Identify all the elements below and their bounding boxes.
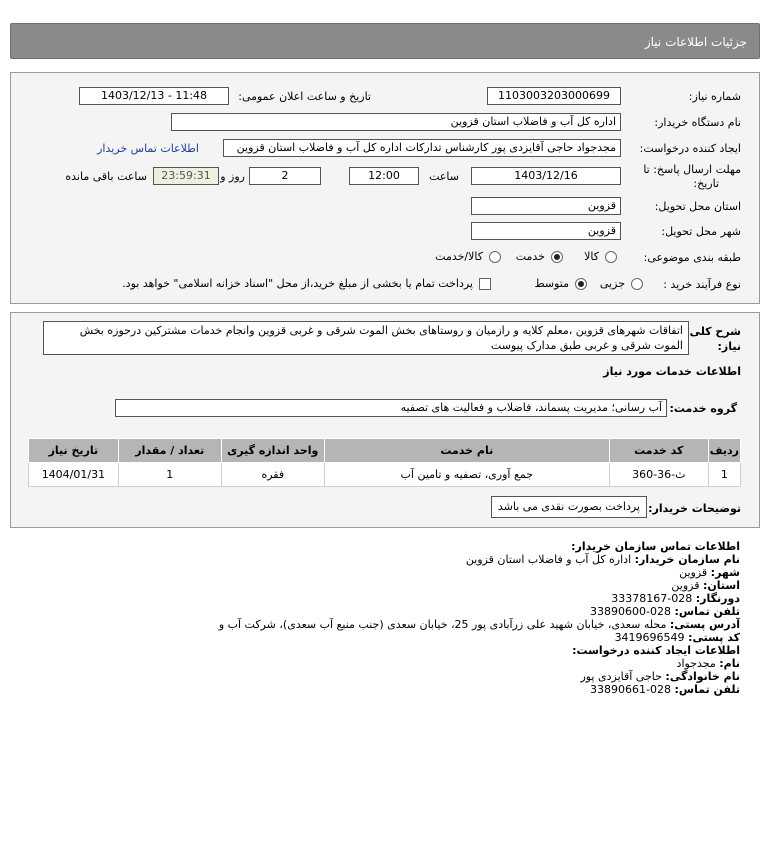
page-header [10,23,760,59]
col-name-header: نام خدمت [324,439,609,463]
services-table [28,438,741,487]
contact-phone-row [219,605,740,618]
remaining-time-field: 23:59:31 [153,167,219,185]
need-number-label: شماره نیاز: [688,90,741,103]
need-number-field: 1103003203000699 [487,87,621,105]
services-section-title: اطلاعات خدمات مورد نیاز [603,365,741,378]
contact-address-label: آدرس پستی: [669,618,740,631]
city-field: قزوین [471,222,621,240]
col-qty-header: تعداد / مقدار [118,439,221,463]
contact-postal-row [219,631,740,644]
creator-label: ایجاد کننده درخواست: [639,142,741,155]
table-header-row [29,439,741,463]
contact-city-value: قزوین [679,566,708,579]
contact-fax-value: 028-33378167 [611,592,693,605]
description-label-2: نیاز: [717,340,741,353]
creator-title: اطلاعات ایجاد کننده درخواست: [572,644,740,657]
process-label: نوع فرآیند خرید : [663,278,741,291]
treasury-note: پرداخت تمام یا بخشی از مبلغ خرید،از محل "اسناد خزانه اسلامی" خواهد بود. [122,277,473,290]
remaining-time-label: ساعت باقی مانده [65,170,147,183]
description-field: اتفاقات شهرهای قزوین ،معلم کلایه و رازمیان و روستاهای بخش الموت شرقی و غربی قزوین وانجام خدمات مشترکین درحوزه بخش الموت شرقی و غربی طبق مدارک پیوست [43,321,689,355]
announce-label: تاریخ و ساعت اعلان عمومی: [238,90,371,103]
contact-province-label: استان: [703,579,740,592]
creator-family-row [219,670,740,683]
contact-province-row [219,579,740,592]
creator-phone-label: تلفن تماس: [674,683,740,696]
creator-name-label: نام: [719,657,740,670]
process-option-medium: متوسط [534,277,569,290]
creator-family-value: حاجی آقایزدی پور [580,670,662,683]
buyer-contact-link[interactable]: اطلاعات تماس خریدار [97,142,199,155]
creator-name-row [219,657,740,670]
service-group-field: آب رسانی؛ مدیریت پسماند، فاضلاب و فعالیت های تصفیه [115,399,667,417]
table-row [29,463,741,487]
buyer-org-field: اداره کل آب و فاضلاب استان قزوین [171,113,621,131]
cell-row-number: 1 [708,463,740,487]
col-date-header: تاریخ نیاز [29,439,119,463]
cell-service-name: جمع آوری، تصفیه و تامین آب [324,463,609,487]
contact-city-label: شهر: [710,566,740,579]
category-option-service: خدمت [515,250,545,263]
category-label: طبقه بندی موضوعی: [643,251,741,264]
contact-postal-label: کد پستی: [688,631,740,644]
remaining-days-field: 2 [249,167,321,185]
treasury-checkbox[interactable] [479,278,491,290]
contact-city-row [219,566,740,579]
cell-service-code: ث-36-360 [609,463,708,487]
category-radio-goods[interactable] [605,251,617,263]
contact-address-row [219,618,740,631]
buyer-org-label: نام دستگاه خریدار: [654,116,741,129]
contact-province-value: قزوین [671,579,700,592]
cell-unit: فقره [221,463,324,487]
province-field: قزوین [471,197,621,215]
process-radio-medium[interactable] [575,278,587,290]
contact-address-value: محله سعدی، خیابان شهید علی زرآبادی پور 25، خیابان سعدی (جنب منبع آب سعدی)، شرکت آب و [218,618,667,631]
page-title: جزئیات اطلاعات نیاز [644,35,747,49]
deadline-time-label: ساعت [429,170,459,183]
contact-title-row [219,540,740,553]
contact-org-row [219,553,740,566]
contact-info [219,540,740,696]
services-panel [10,312,760,528]
deadline-date-label: تاریخ: [693,177,719,190]
deadline-time-field: 12:00 [349,167,419,185]
cell-quantity: 1 [118,463,221,487]
announce-datetime-field: 1403/12/13 - 11:48 [79,87,229,105]
description-label: شرح کلی [689,325,741,338]
col-code-header: کد خدمت [609,439,708,463]
col-row-header: ردیف [708,439,740,463]
city-label: شهر محل تحویل: [661,225,741,238]
creator-title-row [219,644,740,657]
category-radio-goods-service[interactable] [489,251,501,263]
need-details-panel [10,72,760,304]
contact-fax-label: دورنگار: [695,592,740,605]
contact-postal-value: 3419696549 [614,631,685,644]
cell-need-date: 1404/01/31 [29,463,119,487]
creator-name-value: مجدجواد [676,657,716,670]
contact-phone-value: 028-33890600 [590,605,672,618]
creator-field: مجدجواد حاجی آقایزدی پور کارشناس تدارکات اداره کل آب و فاضلاب استان قزوین [223,139,621,157]
remaining-days-label: روز و [220,170,245,183]
process-option-minor: جزیی [599,277,625,290]
category-radio-service[interactable] [551,251,563,263]
contact-org-value: اداره کل آب و فاضلاب استان قزوین [465,553,632,566]
creator-phone-value: 028-33890661 [590,683,672,696]
creator-family-label: نام خانوادگی: [665,670,740,683]
contact-fax-row [219,592,740,605]
deadline-date-field: 1403/12/16 [471,167,621,185]
contact-org-label: نام سازمان خریدار: [634,553,740,566]
category-option-goods-service: کالا/خدمت [435,250,483,263]
process-radio-minor[interactable] [631,278,643,290]
creator-phone-row [219,683,740,696]
service-group-label: گروه خدمت: [669,402,737,415]
contact-phone-label: تلفن تماس: [674,605,740,618]
buyer-notes-label: توضیحات خریدار: [648,502,741,515]
category-option-goods: کالا [584,250,599,263]
deadline-label: مهلت ارسال پاسخ: تا [643,163,741,176]
col-unit-header: واحد اندازه گیری [221,439,324,463]
buyer-notes-field: پرداخت بصورت نقدی می باشد [491,496,647,518]
province-label: استان محل تحویل: [654,200,741,213]
contact-title: اطلاعات تماس سازمان خریدار: [571,540,740,553]
